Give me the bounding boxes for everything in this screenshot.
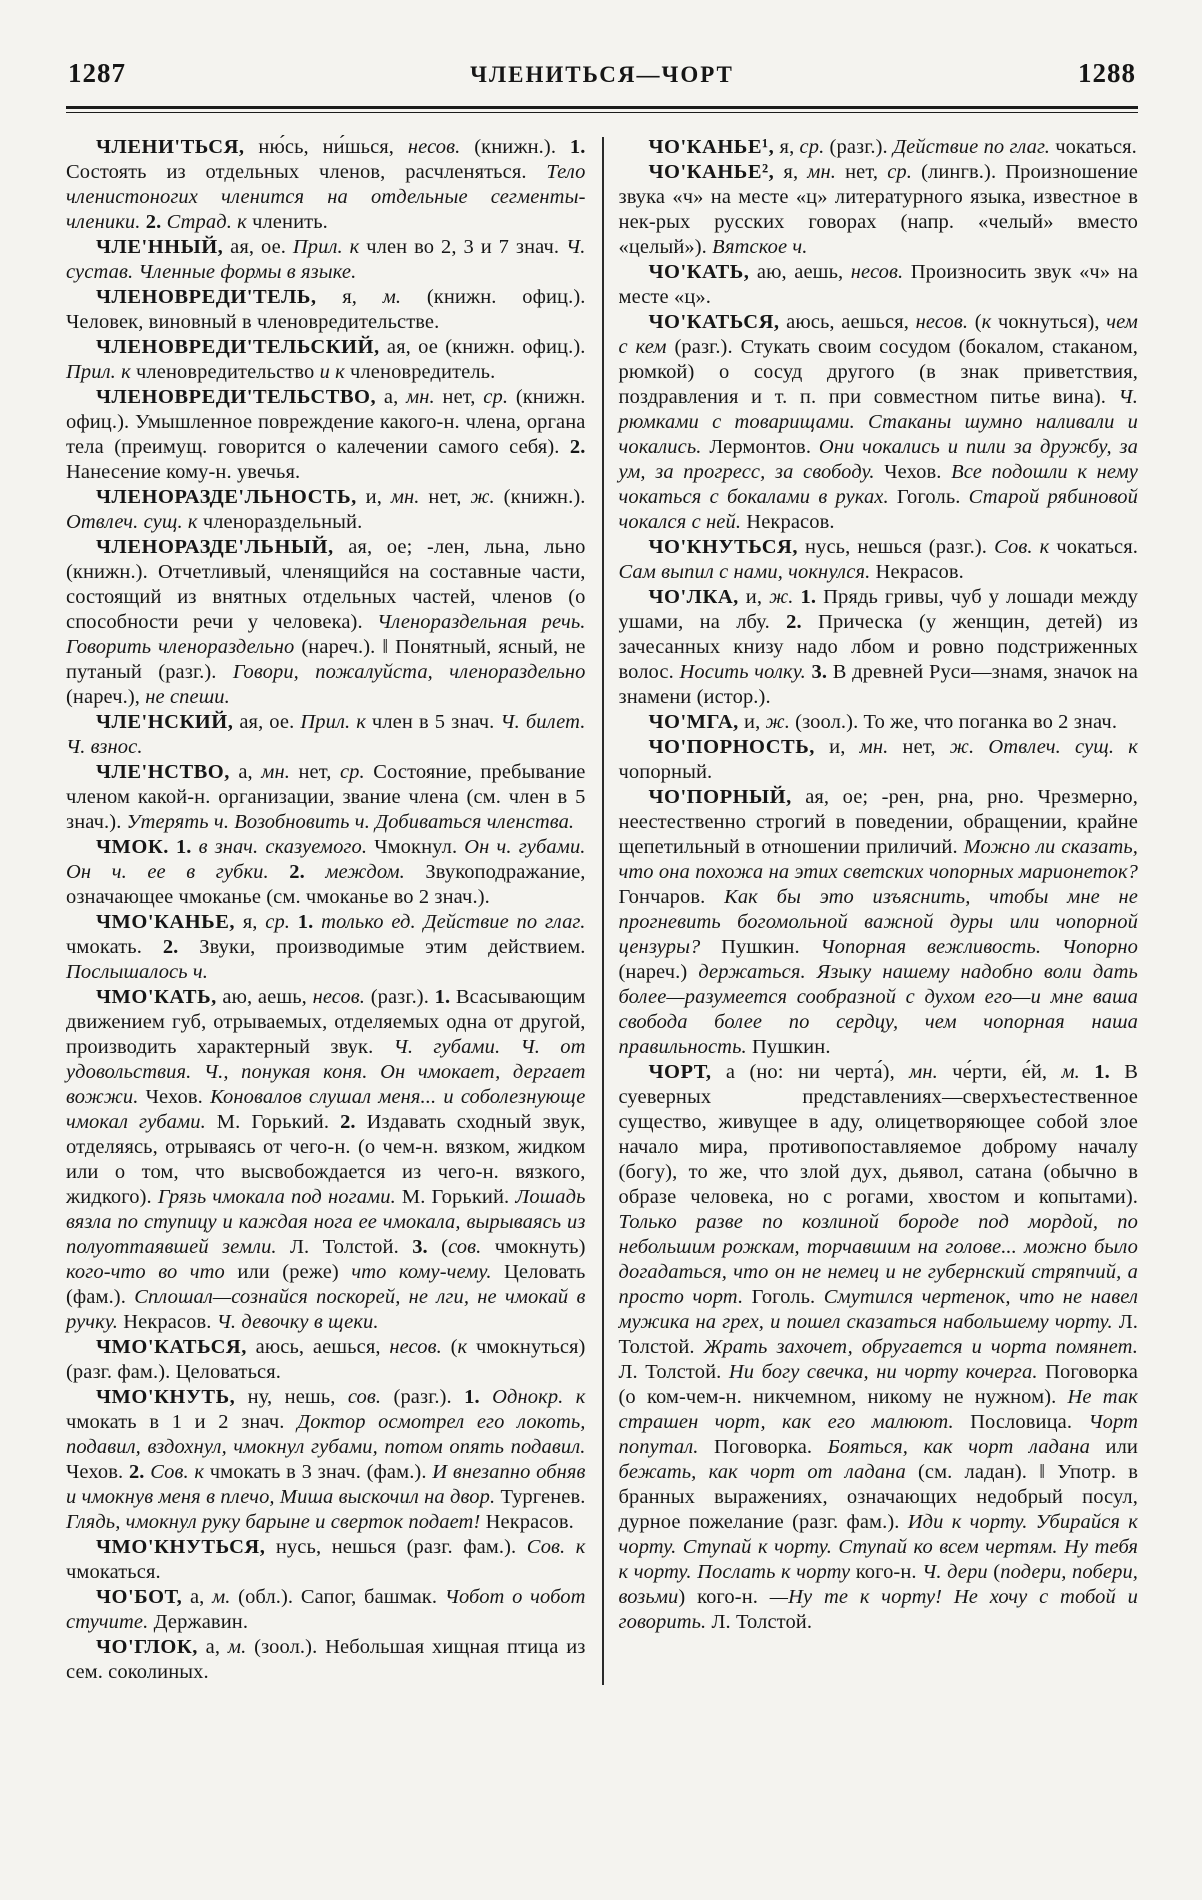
- dictionary-entry: [619, 710, 1139, 735]
- text-segment: и,: [738, 711, 766, 733]
- column-divider: [602, 137, 604, 1685]
- text-segment: (нареч.). ‖ Понятный, ясный, не путаный (разг.).: [66, 636, 586, 683]
- text-segment: ая, ое.: [233, 711, 301, 733]
- headword: ЧЛЕ'ННЫЙ,: [96, 236, 224, 258]
- text-segment: аюсь, аешься,: [779, 311, 916, 333]
- text-segment: 1.: [434, 986, 451, 1008]
- text-segment: Некрасов.: [480, 1511, 574, 1533]
- text-segment: нет,: [835, 161, 888, 183]
- text-segment: или: [1090, 1436, 1138, 1458]
- text-segment: Состоять из отдельных членов, расчленяться.: [66, 161, 547, 183]
- text-segment: 1.: [800, 586, 817, 608]
- text-segment: я,: [235, 911, 266, 933]
- text-segment: (разг.).: [824, 136, 894, 158]
- text-segment: 2.: [162, 936, 179, 958]
- text-segment: Л. Толстой.: [706, 1611, 813, 1633]
- text-segment: М. Горький.: [205, 1111, 341, 1133]
- text-segment: несов.: [850, 261, 904, 283]
- text-segment: аю, аешь,: [216, 986, 313, 1008]
- text-segment: ню́сь, ни́шься,: [244, 136, 408, 158]
- text-segment: Нанесение кому-н. увечья.: [66, 461, 301, 483]
- text-segment: (зоол.). То же, что поганка во 2 знач.: [789, 711, 1118, 733]
- text-segment: Членораздельная речь. Говорить членораздельно: [66, 611, 586, 658]
- text-segment: И внезапно обняв и чмокнув меня в плечо, Миша выскочил на двор.: [66, 1461, 586, 1508]
- text-segment: Издавать сходный звук, отделяясь, отрываясь от чего-н. (о чем-н. вязком, жидком или о том, что высвобождается из чего-н. вязкого, жидкого).: [66, 1111, 586, 1208]
- text-segment: Смутился чертенок, что не навел мужика на грех, и пошел сказаться набольшему чорту.: [618, 1286, 1138, 1333]
- text-segment: к: [457, 1336, 468, 1358]
- text-segment: м.: [1061, 1061, 1080, 1083]
- text-segment: ая, ое (книжн. офиц.).: [379, 336, 586, 358]
- text-segment: или (реже): [224, 1261, 352, 1283]
- text-segment: Состояние, пребывание членом какой-н. организации, звание члена (см. член в 5 знач.).: [66, 761, 586, 833]
- text-segment: Действие по глаг.: [893, 136, 1051, 158]
- text-segment: кого-н.: [850, 1561, 923, 1583]
- text-segment: Лошадь вязла по ступицу и каждая нога ее чмокала, вырываясь из полуоттаявшей земли.: [66, 1186, 586, 1258]
- text-segment: (разг.).: [365, 986, 435, 1008]
- dictionary-entry: [66, 285, 586, 335]
- text-segment: Пушкин.: [700, 936, 821, 958]
- text-segment: Чмокнул.: [367, 836, 465, 858]
- text-segment: Как бы это изъяснить, чтобы мне не прогневить богомольной важной дуры или чопорной цензуры?: [618, 886, 1139, 958]
- text-segment: Гоголь.: [743, 1286, 824, 1308]
- text-segment: ж.: [949, 736, 975, 758]
- text-segment: чмокать.: [66, 936, 163, 958]
- text-segment: и,: [738, 586, 770, 608]
- text-segment: Ч. билет. Ч. взнос.: [66, 711, 586, 758]
- text-segment: (книжн. офиц.). Человек, виновный в членовредительстве.: [66, 286, 586, 333]
- text-segment: чмокаться.: [66, 1561, 161, 1583]
- dictionary-entry: [66, 385, 586, 485]
- text-segment: Бояться, как чорт ладана: [827, 1436, 1090, 1458]
- right-column: [619, 135, 1139, 1685]
- text-segment: что кому-чему.: [351, 1261, 492, 1283]
- text-segment: Тело членистоногих членится на отдельные сегменты-членики.: [66, 161, 586, 233]
- text-segment: только ед. Действие по глаг.: [321, 911, 586, 933]
- text-segment: Носить чолку.: [679, 661, 806, 683]
- text-segment: 1.: [569, 136, 586, 158]
- text-segment: 2.: [340, 1111, 356, 1133]
- text-segment: Грязь чмокала под ногами.: [157, 1186, 396, 1208]
- text-segment: сов.: [347, 1386, 382, 1408]
- dictionary-entry: [619, 785, 1139, 1060]
- text-segment: [169, 836, 176, 858]
- text-segment: Сов. к: [994, 536, 1050, 558]
- text-segment: (зоол.). Небольшая хищная птица из сем. соколиных.: [66, 1636, 586, 1683]
- text-segment: [974, 736, 988, 758]
- running-head: ЧЛЕНИТЬСЯ—ЧОРТ: [470, 62, 734, 87]
- text-segment: (: [427, 1236, 449, 1258]
- text-segment: Только разве по козлиной бороде под мордой, по небольшим рожкам, торчавшим на голове... можно было догадаться, что он не немец и не губернский стряпчий, а просто чорт.: [618, 1211, 1138, 1308]
- headword: ЧЛЕ'НСТВО,: [96, 761, 230, 783]
- headword: ЧМОК.: [96, 836, 169, 858]
- text-segment: Доктор осмотрел его локоть, подавил, вздохнул, чмокнул губами, потом опять подавил.: [66, 1411, 586, 1458]
- headword: ЧО'КАНЬЕ¹,: [648, 136, 775, 158]
- text-segment: кого-что во что: [66, 1261, 225, 1283]
- text-segment: мн.: [859, 736, 889, 758]
- text-segment: Жрать захочет, обругается и чорта помянет.: [703, 1336, 1138, 1358]
- text-segment: а,: [197, 1636, 228, 1658]
- dictionary-entry: [66, 835, 586, 910]
- text-segment: ср.: [483, 386, 509, 408]
- text-segment: м.: [227, 1636, 247, 1658]
- text-segment: Утерять ч. Возобновить ч. Добиваться членства.: [126, 811, 575, 833]
- headword: ЧО'КАНЬЕ²,: [648, 161, 775, 183]
- text-segment: Произносить звук «ч» на месте «ц».: [618, 261, 1138, 308]
- text-segment: че́рти, е́й,: [937, 1061, 1062, 1083]
- headword: ЧО'КНУТЬСЯ,: [648, 536, 798, 558]
- text-segment: [192, 836, 199, 858]
- text-segment: Иди к чорту. Убирайся к чорту. Ступай к чорту. Ступай ко всем чертям. Ну тебя к чорту. Послать к чорту: [618, 1511, 1138, 1583]
- text-segment: не спеши.: [145, 686, 230, 708]
- text-segment: междом.: [325, 861, 405, 883]
- text-segment: чокаться.: [1050, 136, 1137, 158]
- text-segment: м.: [212, 1586, 231, 1608]
- text-segment: чмокнуть): [481, 1236, 586, 1258]
- headword: ЧОРТ,: [648, 1061, 712, 1083]
- text-segment: членораздельный.: [197, 511, 363, 533]
- text-segment: ) кого-н.: [678, 1586, 770, 1608]
- text-segment: Державин.: [148, 1611, 249, 1633]
- text-segment: Ч. рюмками с товарищами. Стаканы шумно наливали и чокались.: [618, 386, 1138, 458]
- text-segment: [1080, 1061, 1094, 1083]
- dictionary-entry: [619, 735, 1139, 785]
- headword: ЧЛЕНОВРЕДИ'ТЕЛЬСТВО,: [96, 386, 377, 408]
- text-segment: (см. ладан). ‖ Употр. в бранных выражениях, означающих недобрый посул, дурное пожелание (разг. фам.).: [618, 1461, 1138, 1533]
- text-segment: Прил. к: [300, 711, 366, 733]
- text-segment: член в 5 знач.: [365, 711, 501, 733]
- headword: ЧЛЕНОВРЕДИ'ТЕЛЬ,: [96, 286, 317, 308]
- dictionary-entry: [66, 1535, 586, 1585]
- text-segment: ая, ое; -рен, рна, рно. Чрезмерно, неестественно строгий в поведении, обращении, крайне щепетильный в отношении приличий.: [618, 786, 1138, 858]
- text-segment: 2.: [128, 1461, 145, 1483]
- text-segment: Чехов.: [66, 1461, 129, 1483]
- text-segment: Чорт попутал.: [618, 1411, 1138, 1458]
- text-segment: несов.: [915, 311, 969, 333]
- text-segment: 3.: [412, 1236, 428, 1258]
- text-segment: Старой рябиновой чокался с ней.: [618, 486, 1138, 533]
- text-segment: 3.: [811, 661, 828, 683]
- text-segment: Поговорка.: [698, 1436, 828, 1458]
- text-segment: Чопорная вежливость. Чопорно: [820, 936, 1138, 958]
- text-segment: [794, 586, 801, 608]
- page-header: [66, 58, 1138, 98]
- text-segment: несов.: [407, 136, 461, 158]
- text-segment: Некрасов.: [870, 561, 964, 583]
- text-segment: нет,: [434, 386, 484, 408]
- headword: ЧЛЕНОРАЗДЕ'ЛЬНЫЙ,: [96, 536, 334, 558]
- text-segment: бежать, как чорт от ладана: [618, 1461, 906, 1483]
- text-segment: ж.: [769, 586, 794, 608]
- dictionary-entry: [619, 310, 1139, 535]
- text-segment: член во 2, 3 и 7 знач.: [359, 236, 567, 258]
- text-segment: Ч. дери: [922, 1561, 988, 1583]
- text-segment: и,: [356, 486, 391, 508]
- text-segment: (обл.). Сапог, башмак.: [230, 1586, 445, 1608]
- dictionary-entry: [66, 1635, 586, 1685]
- text-segment: Ч. губами. Ч. от удовольствия. Ч., понукая коня. Он чмокает, дергает вожжи.: [66, 1036, 586, 1108]
- text-segment: Чехов.: [138, 1086, 211, 1108]
- dictionary-entry: [66, 710, 586, 760]
- page-number-left: 1287: [68, 58, 126, 88]
- text-segment: Он ч. губами. Он ч. ее в губки.: [66, 836, 586, 883]
- dictionary-entry: [619, 260, 1139, 310]
- text-segment: несов.: [312, 986, 366, 1008]
- text-segment: (книжн. офиц.). Умышленное повреждение какого-н. члена, органа тела (преимущ. говорится о калечении самого себя).: [66, 386, 586, 458]
- text-segment: Звуки, производимые этим действием.: [178, 936, 586, 958]
- headword: ЧМО'КНУТЬ,: [96, 1386, 236, 1408]
- headword: ЧМО'КАНЬЕ,: [96, 911, 236, 933]
- dictionary-entry: [66, 235, 586, 285]
- text-segment: Отвлеч. сущ. к: [66, 511, 198, 533]
- text-segment: Чобот о чобот стучите.: [66, 1586, 586, 1633]
- dictionary-entry: [619, 1060, 1139, 1635]
- headword: ЧЛЕНИ'ТЬСЯ,: [96, 136, 245, 158]
- dictionary-entry: [66, 760, 586, 835]
- headword: ЧО'ПОРНЫЙ,: [648, 786, 792, 808]
- text-segment: чокаться.: [1049, 536, 1138, 558]
- text-segment: несов.: [389, 1336, 442, 1358]
- text-segment: Поговорка (о ком-чем-н. никчемном, никому не нужном).: [618, 1361, 1138, 1408]
- text-segment: (: [968, 311, 982, 333]
- text-segment: м.: [382, 286, 402, 308]
- text-segment: (нареч.): [618, 961, 699, 983]
- text-segment: нусь, нешься (разг.).: [798, 536, 995, 558]
- headword: ЧО'МГА,: [648, 711, 739, 733]
- headword: ЧО'КАТЬСЯ,: [648, 311, 780, 333]
- dictionary-entry: [66, 1335, 586, 1385]
- headword: ЧМО'КАТЬ,: [96, 986, 217, 1008]
- text-segment: мн.: [909, 1061, 938, 1083]
- text-segment: 2.: [145, 211, 162, 233]
- text-segment: Ч. сустав. Членные формы в языке.: [66, 236, 586, 283]
- text-segment: (разг.). Стукать своим сосудом (бокалом, стаканом, рюмкой) о сосуд другого (в знак приветствия, поздравления и т. п. при совместном питье вина).: [618, 336, 1138, 408]
- dictionary-entry: [66, 335, 586, 385]
- text-segment: Прядь гривы, чуб у лошади между ушами, на лбу.: [618, 586, 1138, 633]
- text-segment: ср.: [265, 911, 291, 933]
- text-segment: Чехов.: [874, 461, 952, 483]
- header-rule: [66, 106, 1138, 113]
- left-column: [66, 135, 586, 1685]
- text-segment: —Ну те к чорту! Не хочу с тобой и говорить.: [618, 1586, 1138, 1633]
- text-segment: Пушкин.: [746, 1036, 831, 1058]
- dictionary-entry: [619, 160, 1139, 260]
- text-segment: Ч. девочку в щеки.: [216, 1311, 379, 1333]
- text-columns: [66, 135, 1138, 1685]
- text-segment: [313, 911, 321, 933]
- text-segment: Л. Толстой.: [618, 1311, 1138, 1358]
- text-segment: (: [441, 1336, 458, 1358]
- dictionary-entry: [66, 485, 586, 535]
- text-segment: (разг.).: [381, 1386, 465, 1408]
- text-segment: а,: [229, 761, 262, 783]
- text-segment: Сплошал—сознайся поскорей, не лги, не чмокай в ручку.: [66, 1286, 586, 1333]
- text-segment: Отвлеч. сущ. к: [988, 736, 1138, 758]
- text-segment: Глядь, чмокнул руку барыне и сверток подает!: [66, 1511, 481, 1533]
- text-segment: 1.: [1094, 1061, 1110, 1083]
- text-segment: и,: [814, 736, 860, 758]
- text-segment: мн.: [807, 161, 836, 183]
- text-segment: В суеверных представлениях—сверхъестественное существо, живущее в аду, олицетворяющее собой злое начало мира, противопоставляемое доброму началу (богу), то же, что злой дух, дьявол, сатана (обычно в образе человека, но с рогами, хвостом и копытами).: [618, 1061, 1139, 1208]
- text-segment: подери, побери, возьми: [618, 1561, 1139, 1608]
- dictionary-entry: [66, 1585, 586, 1635]
- text-segment: мн.: [390, 486, 420, 508]
- text-segment: Пословица.: [953, 1411, 1089, 1433]
- text-segment: держаться. Языку нашему надобно воли дать более—разумеется сообразной с духом его—и мне ваша свобода более по сердцу, чем чопорная наша правильность.: [618, 961, 1138, 1058]
- text-segment: ну, нешь,: [235, 1386, 348, 1408]
- text-segment: Гоголь.: [888, 486, 969, 508]
- text-segment: Все подошли к нему чокаться с бокалами в руках.: [618, 461, 1139, 508]
- text-segment: Тургенев.: [495, 1486, 586, 1508]
- dictionary-entry: [66, 535, 586, 710]
- text-segment: Вятское ч.: [712, 236, 808, 258]
- text-segment: членовредитель.: [344, 361, 496, 383]
- headword: ЧЛЕНОВРЕДИ'ТЕЛЬСКИЙ,: [96, 336, 380, 358]
- text-segment: Гончаров.: [618, 886, 725, 908]
- text-segment: Сам выпил с нами, чокнулся.: [618, 561, 871, 583]
- headword: ЧЛЕНОРАЗДЕ'ЛЬНОСТЬ,: [96, 486, 357, 508]
- text-segment: нет,: [419, 486, 471, 508]
- text-segment: Некрасов.: [741, 511, 835, 533]
- text-segment: Прил. к: [292, 236, 360, 258]
- text-segment: нет,: [289, 761, 340, 783]
- text-segment: чокнуться),: [991, 311, 1107, 333]
- text-segment: [290, 911, 298, 933]
- text-segment: членить.: [246, 211, 328, 233]
- text-segment: Всасывающим движением губ, отрываемых, отделяемых одна от другой, производить характерный звук.: [66, 986, 586, 1058]
- text-segment: в знач. сказуемого.: [198, 836, 368, 858]
- text-segment: М. Горький.: [395, 1186, 516, 1208]
- text-segment: сов.: [448, 1236, 482, 1258]
- text-segment: Коновалов слушал меня... и соболезнующе чмокал губами.: [66, 1086, 586, 1133]
- text-segment: 1.: [464, 1386, 480, 1408]
- text-segment: Прическа (у женщин, детей) из зачесанных книзу надо лбом и ровно подстриженных волос.: [618, 611, 1138, 683]
- text-segment: Целовать (фам.).: [66, 1261, 586, 1308]
- headword: ЧМО'КНУТЬСЯ,: [96, 1536, 266, 1558]
- text-segment: я,: [774, 136, 800, 158]
- text-segment: (книжн.).: [460, 136, 570, 158]
- text-segment: В древней Руси—знамя, значок на знамени (истор.).: [618, 661, 1138, 708]
- text-segment: Прил. к: [66, 361, 131, 383]
- dictionary-entry: [66, 910, 586, 985]
- text-segment: Страд. к: [166, 211, 247, 233]
- text-segment: чмокнуться) (разг. фам.). Целоваться.: [66, 1336, 586, 1383]
- text-segment: 2.: [786, 611, 802, 633]
- text-segment: и к: [319, 361, 345, 383]
- text-segment: Они чокались и пили за дружбу, за ум, за прогресс, за свободу.: [618, 436, 1138, 483]
- text-segment: ая, ое.: [223, 236, 293, 258]
- dictionary-entry: [619, 585, 1139, 710]
- headword: ЧО'ГЛОК,: [96, 1636, 198, 1658]
- text-segment: я,: [774, 161, 808, 183]
- text-segment: (книжн.).: [494, 486, 586, 508]
- text-segment: ая, ое; -лен, льна, льно (книжн.). Отчетливый, членящийся на составные части, состоящий из внятных отдельных частей, членов (о способности речи у человека).: [66, 536, 586, 633]
- headword: ЧО'ПОРНОСТЬ,: [648, 736, 815, 758]
- text-segment: к: [981, 311, 992, 333]
- text-segment: (нареч.),: [66, 686, 146, 708]
- text-segment: 2.: [569, 436, 586, 458]
- page-number-right: 1288: [1078, 58, 1136, 88]
- text-segment: Не так страшен чорт, как его малюют.: [618, 1386, 1138, 1433]
- text-segment: мн.: [261, 761, 290, 783]
- text-segment: аю, аешь,: [749, 261, 851, 283]
- text-segment: аюсь, аешься,: [246, 1336, 390, 1358]
- text-segment: ж.: [765, 711, 790, 733]
- text-segment: ж.: [470, 486, 495, 508]
- text-segment: нет,: [888, 736, 950, 758]
- text-segment: [305, 861, 326, 883]
- text-segment: 1.: [297, 911, 314, 933]
- text-segment: Однокр. к: [492, 1386, 586, 1408]
- text-segment: ср.: [799, 136, 825, 158]
- headword: ЧМО'КАТЬСЯ,: [96, 1336, 247, 1358]
- text-segment: а,: [376, 386, 407, 408]
- text-segment: чмокать в 3 знач. (фам.).: [204, 1461, 433, 1483]
- text-segment: членовредительство: [130, 361, 320, 383]
- text-segment: Звукоподражание, означающее чмоканье (см. чмоканье во 2 знач.).: [66, 861, 586, 908]
- text-segment: а (но: ни черта́),: [711, 1061, 910, 1083]
- dictionary-entry: [66, 135, 586, 235]
- dictionary-entry: [66, 1385, 586, 1535]
- headword: ЧЛЕ'НСКИЙ,: [96, 711, 234, 733]
- text-segment: чопорный.: [618, 761, 713, 783]
- text-segment: Некрасов.: [117, 1311, 217, 1333]
- text-segment: [480, 1386, 492, 1408]
- text-segment: (лингв.). Произношение звука «ч» на месте «ц» литературного языка, известное в нек-рых русских говорах (напр. «челый» вместо «целый»).: [618, 161, 1138, 258]
- text-segment: мн.: [406, 386, 435, 408]
- text-segment: а,: [182, 1586, 213, 1608]
- text-segment: Л. Толстой.: [618, 1361, 729, 1383]
- text-segment: Можно ли сказать, что она похожа на этих светских чопорных марионеток?: [618, 836, 1139, 883]
- headword: ЧО'БОТ,: [96, 1586, 183, 1608]
- text-segment: Ни богу свечка, ни чорту кочерга.: [728, 1361, 1038, 1383]
- text-segment: нусь, нешься (разг. фам.).: [265, 1536, 527, 1558]
- text-segment: 1.: [175, 836, 192, 858]
- dictionary-entry: [66, 985, 586, 1335]
- text-segment: ср.: [887, 161, 912, 183]
- headword: ЧО'ЛКА,: [648, 586, 739, 608]
- text-segment: Сов. к: [150, 1461, 205, 1483]
- text-segment: чем с кем: [618, 311, 1138, 358]
- text-segment: 2.: [289, 861, 305, 883]
- text-segment: Л. Толстой.: [276, 1236, 413, 1258]
- text-segment: Говори, пожалуйста, членораздельно: [232, 661, 586, 683]
- text-segment: Лермонтов.: [701, 436, 819, 458]
- dictionary-entry: [619, 135, 1139, 160]
- text-segment: ср.: [339, 761, 365, 783]
- text-segment: (: [987, 1561, 1001, 1583]
- text-segment: чмокать в 1 и 2 знач.: [66, 1411, 298, 1433]
- text-segment: [269, 861, 290, 883]
- text-segment: я,: [316, 286, 383, 308]
- dictionary-entry: [619, 535, 1139, 585]
- text-segment: Сов. к: [526, 1536, 586, 1558]
- text-segment: Послышалось ч.: [66, 961, 208, 983]
- headword: ЧО'КАТЬ,: [648, 261, 750, 283]
